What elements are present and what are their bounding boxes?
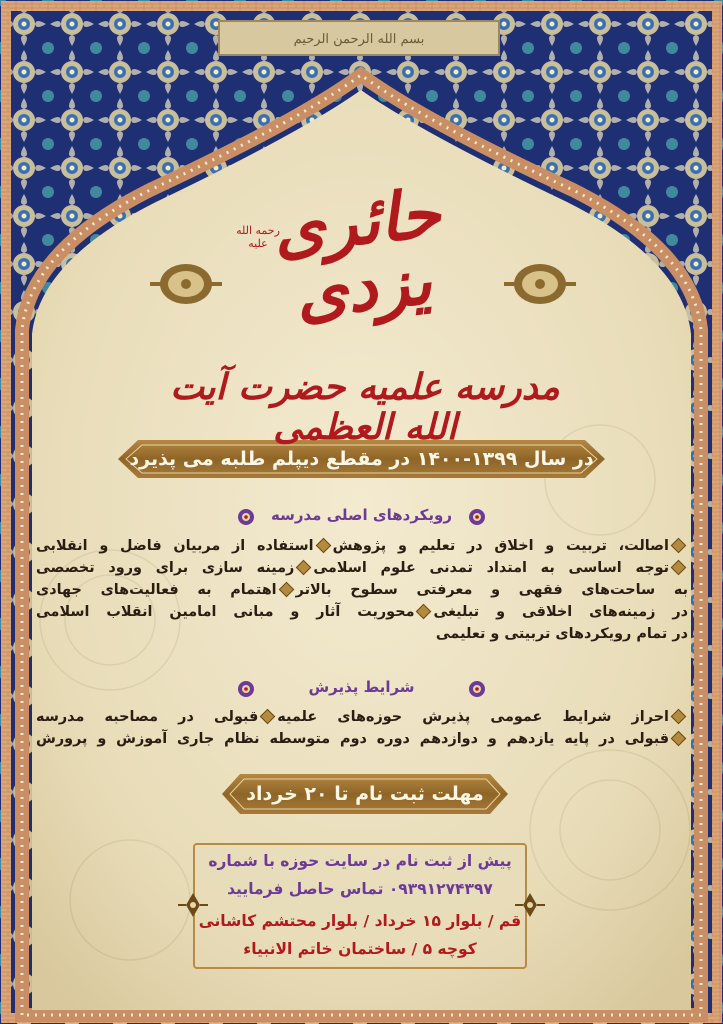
approaches-list: [36, 535, 688, 645]
diamond-bullet-icon: [278, 582, 294, 598]
approaches-heading: رویکردهای اصلی مدرسه: [271, 506, 452, 524]
arabesque-ornament-icon: [178, 891, 208, 919]
registration-deadline: مهلت ثبت نام تا ۲۰ خرداد: [246, 783, 484, 805]
diamond-bullet-icon: [671, 538, 687, 554]
conditions-heading: شرایط پذیرش: [308, 678, 415, 696]
list-item: قبولی در پایه یازدهم و دوازدهم دوره دوم متوسطه نظام جاری آموزش و پرورش: [36, 728, 688, 750]
diamond-bullet-icon: [416, 604, 432, 620]
list-item: توجه اساسی به امتداد تمدنی علوم اسلامیزمینه سازی برای ورود تخصصی: [36, 557, 688, 579]
list-item: اصالت، تربیت و اخلاق در تعلیم و پژوهشاستفاده از مربیان فاضل و انقلابی: [36, 535, 688, 557]
arabesque-ornament-icon: [515, 891, 545, 919]
admission-banner: در سال ۱۳۹۹-۱۴۰۰ در مقطع دیپلم طلبه می پذیرد: [129, 448, 594, 470]
bismillah-plaque: بسم الله الرحمن الرحیم: [218, 20, 500, 56]
list-item: به ساحت‌های فقهی و معرفتی سطوح بالاتراهتمام به فعالیت‌های جهادی: [36, 582, 688, 598]
address-line-2: کوچه ۵ / ساختمان خاتم الانبیاء: [243, 940, 477, 958]
diamond-bullet-icon: [260, 709, 276, 725]
list-item: در تمام رویکردهای تربیتی و تعلیمی: [435, 626, 688, 642]
main-title: حائری یزدی: [269, 173, 444, 333]
list-item: احراز شرایط عمومی پذیرش حوزه‌های علمیهقبولی در مصاحبه مدرسه: [36, 706, 688, 728]
contact-instruction: پیش از ثبت نام در سایت حوزه با شماره: [208, 852, 512, 870]
honorific-calligraphy: رحمه الله علیه: [236, 224, 280, 250]
diamond-bullet-icon: [296, 560, 312, 576]
conditions-list: [36, 706, 688, 750]
address-line-1: قم / بلوار ۱۵ خرداد / بلوار محتشم کاشانی: [198, 912, 522, 930]
contact-phone: ۰۹۳۹۱۲۷۴۳۹۷ تماس حاصل فرمایید: [227, 880, 493, 898]
diamond-bullet-icon: [671, 731, 687, 747]
subtitle: مدرسه علمیه حضرت آیت الله العظمی: [170, 366, 560, 448]
diamond-bullet-icon: [671, 560, 687, 576]
list-item: در زمینه‌های اخلاقی و تبلیغیمحوریت آثار و مبانی امامین انقلاب اسلامی: [36, 604, 688, 620]
diamond-bullet-icon: [671, 709, 687, 725]
diamond-bullet-icon: [315, 538, 331, 554]
